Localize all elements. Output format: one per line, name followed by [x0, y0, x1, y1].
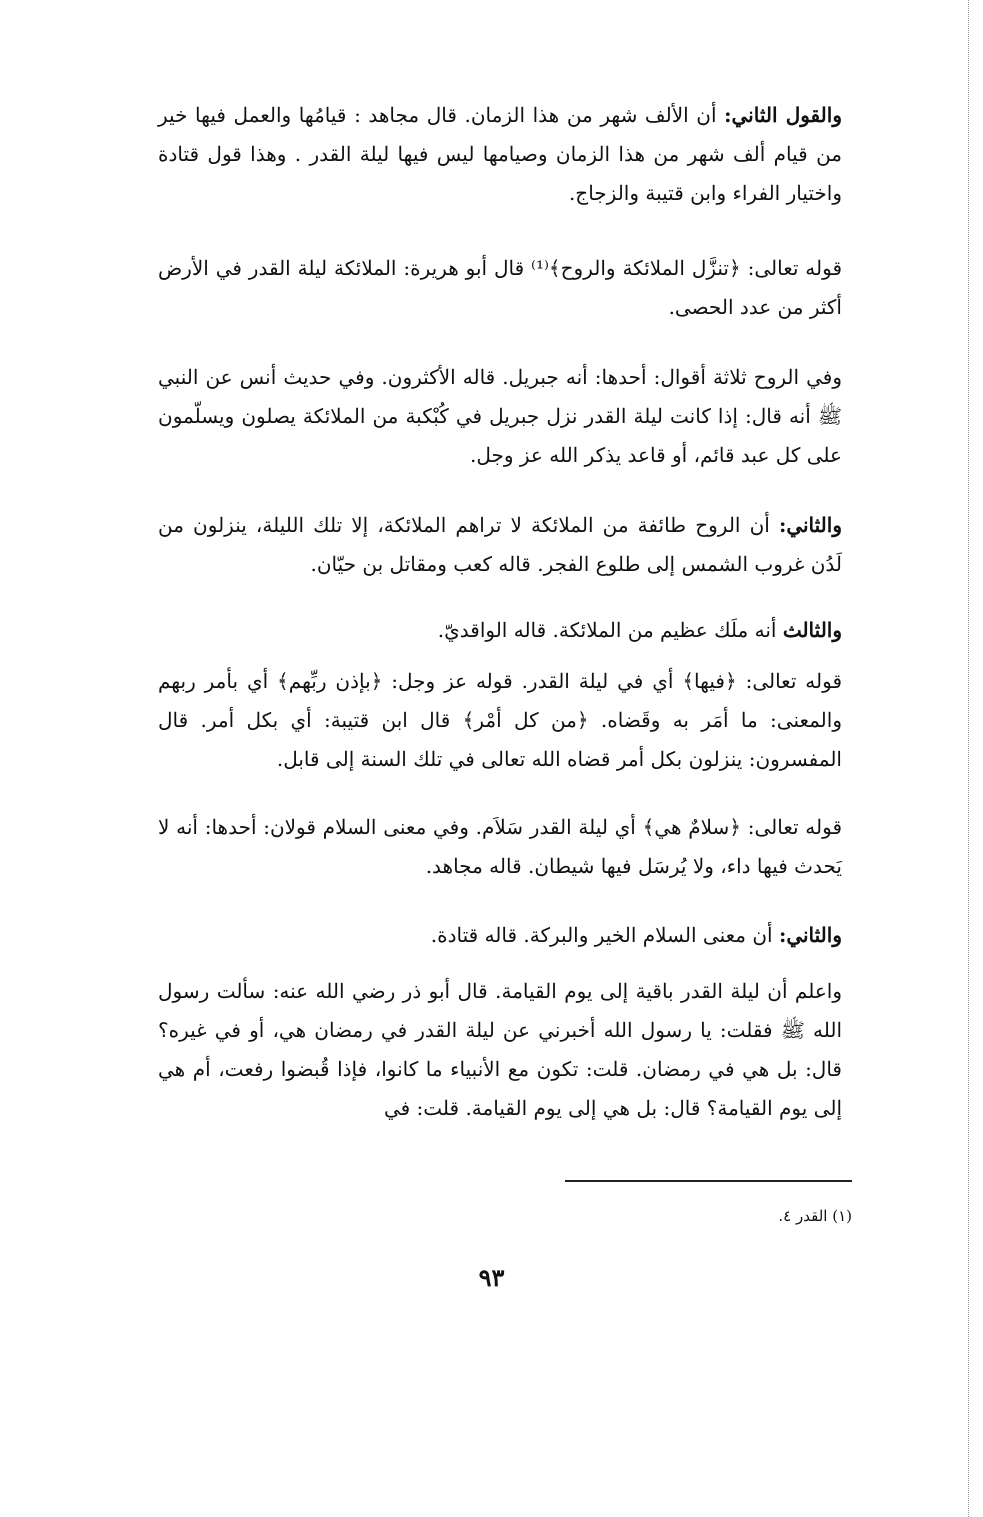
paragraph-8-text [158, 916, 842, 955]
paragraph-4-body: أن الروح طائفة من الملائكة لا تراهم الملائكة، إلا تلك الليلة، ينزلون من لَدُن غروب الشمس إلى طلوع الفجر. قاله كعب ومقاتل بن حيّان. [158, 513, 842, 576]
footnote-separator [565, 1180, 852, 1182]
paragraph-7 [158, 808, 842, 886]
paragraph-4-lead: والثاني: [778, 513, 842, 537]
paragraph-5-body: أنه ملَك عظيم من الملائكة. قاله الواقديّ. [437, 618, 783, 642]
paragraph-9 [158, 972, 842, 1128]
page-number: ٩٣ [478, 1263, 505, 1292]
paragraph-1-body: أن الألف شهر من هذا الزمان. قال مجاهد : قيامُها والعمل فيها خير من قيام ألف شهر من هذا الزمان وصيامها ليس فيها ليلة القدر . وهذا قول قتادة واختيار الفراء وابن قتيبة والزجاج. [158, 103, 843, 205]
paragraph-1-text [158, 96, 842, 213]
paragraph-6-body: قوله تعالى: ﴿فيها﴾ أي في ليلة القدر. قوله عز وجل: ﴿بإذن ربِّهم﴾ أي بأمر ربهم والمعنى: ما أمَر به وقَضاه. ﴿من كل أمْر﴾ قال ابن قتيبة: أي بكل أمر. قال المفسرون: ينزلون بكل أمر قضاه الله تعالى في تلك السنة إلى قابل. [158, 669, 842, 771]
footnote: (١) القدر ٤. [778, 1207, 852, 1225]
paragraph-8-body: أن معنى السلام الخير والبركة. قاله قتادة. [430, 923, 779, 947]
paragraph-2 [158, 249, 842, 327]
paragraph-1 [158, 96, 842, 213]
paragraph-3-text [158, 358, 842, 475]
paragraph-2-text [158, 249, 842, 327]
paragraph-4 [158, 506, 842, 584]
paragraph-9-body: واعلم أن ليلة القدر باقية إلى يوم القيامة. قال أبو ذر رضي الله عنه: سألت رسول الله ﷺ فقلت: يا رسول الله أخبرني عن ليلة القدر في رمضان هي، أو في غيره؟ قال: بل هي في رمضان. قلت: تكون مع الأنبياء ما كانوا، فإذا قُبضوا رفعت، أم هي إلى يوم القيامة؟ قال: بل هي إلى يوم القيامة. قلت: في [158, 979, 842, 1120]
paragraph-4-text [158, 506, 842, 584]
paragraph-8 [158, 916, 842, 955]
paragraph-9-text [158, 972, 842, 1128]
paragraph-5-lead: والثالث [782, 618, 842, 642]
paragraph-6-text [158, 662, 842, 779]
paragraph-5-text [158, 611, 842, 650]
paragraph-6 [158, 662, 842, 779]
paragraph-7-text [158, 808, 842, 886]
paragraph-2-body: قوله تعالى: ﴿تنزَّل الملائكة والروح﴾⁽¹⁾ قال أبو هريرة: الملائكة ليلة القدر في الأرض أكثر من عدد الحصى. [158, 256, 842, 319]
paragraph-8-lead: والثاني: [778, 923, 842, 947]
paragraph-7-body: قوله تعالى: ﴿سلامٌ هي﴾ أي ليلة القدر سَلاَم. وفي معنى السلام قولان: أحدها: أنه لا يَحدث فيها داء، ولا يُرسَل فيها شيطان. قاله مجاهد. [158, 815, 842, 878]
paragraph-3 [158, 358, 842, 475]
paragraph-5 [158, 611, 842, 650]
paragraph-3-body: وفي الروح ثلاثة أقوال: أحدها: أنه جبريل. قاله الأكثرون. وفي حديث أنس عن النبي ﷺ أنه قال: إذا كانت ليلة القدر نزل جبريل في كُبْكبة من الملائكة يصلون ويسلّمون على كل عبد قائم، أو قاعد يذكر الله عز وجل. [158, 365, 842, 467]
paragraph-1-lead: والقول الثاني: [724, 103, 842, 127]
